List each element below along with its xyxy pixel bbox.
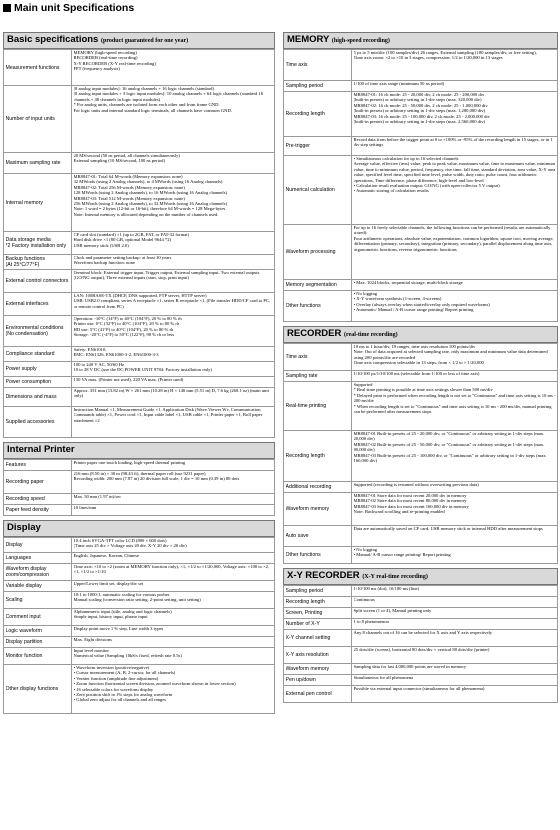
section-header-x-y-recorder bbox=[283, 568, 558, 585]
spec-value-text: 10:1 to 1000:1, automatic scaling for various probes Manual scaling (conversion ratio setting, 2-point setting, unit setting) bbox=[73, 592, 201, 603]
spec-label-text: Logic waveform bbox=[5, 628, 42, 634]
spec-label-text: Recording speed bbox=[5, 496, 45, 502]
spec-label bbox=[4, 388, 72, 407]
spec-label-text: Sampling rate bbox=[285, 373, 318, 379]
spec-label bbox=[284, 597, 352, 608]
spec-label bbox=[284, 647, 352, 664]
spec-value-text: 20 MS/second (50 ns period, all channels simultaneously) External sampling (10 MS/second, 100 ns period) bbox=[73, 153, 180, 164]
table-row bbox=[4, 494, 275, 505]
spec-value bbox=[352, 608, 558, 619]
spec-label-text: Recording length bbox=[285, 111, 325, 117]
spec-label bbox=[284, 225, 352, 280]
spec-value-text: 1/100 of time axis range (minimum 50 ns period) bbox=[353, 81, 445, 86]
table-row bbox=[284, 344, 558, 371]
table-row bbox=[284, 547, 558, 564]
spec-value-text: • No logging • Manual/ A-B cursor range printing/ Report printing bbox=[353, 547, 451, 558]
spec-label bbox=[4, 471, 72, 494]
table-row bbox=[4, 471, 275, 494]
spec-label-text: Recording paper bbox=[5, 479, 44, 485]
table-row bbox=[4, 174, 275, 232]
spec-value bbox=[72, 609, 275, 626]
spec-label-text: Time axis bbox=[285, 354, 308, 360]
table-row bbox=[4, 592, 275, 609]
spec-value bbox=[72, 505, 275, 516]
spec-label-text: Display bbox=[5, 542, 23, 548]
table-row bbox=[284, 137, 558, 156]
table-row bbox=[284, 371, 558, 382]
spec-value-text: MR8847-01: 16 ch mode: 25 - 20,000 div, 2 ch mode: 25 - 200,000 div (built-in presets) or arbitrary setting in 1-div steps (max. 320,000 div) MR8847-02: 16 ch mode: 25 - 50,000 div, 2 ch mode: 25 - 1,000,000 div (built-in presets) or arbitrary setting in 1-div steps (max. 1,280,000 div) MR8847-03: 16 ch mode: 25 - 100,000 div, 2 ch mode: 25 - 2,000,000 div (built-in presets) or arbitrary setting in 1-div steps (max. 2,560,000 div) bbox=[353, 92, 490, 125]
spec-value-text: Time axis: ×10 to ×2 (zoom at MEMORY function only), ×1, ×1/2 to ×1/20,000, Voltage axis: ×100 to ×2, ×1, ×1/2 to ×1/10 bbox=[73, 564, 270, 575]
spec-label-text: Waveform memory bbox=[285, 666, 330, 672]
spec-value bbox=[72, 460, 275, 471]
spec-label bbox=[4, 460, 72, 471]
spec-value-text: 5 µs to 5 min/div (100 samples/div) 26 ranges, External sampling (100 samples/div, or free setting), Time axis zoom: ×2 to ×10 in 3 stages, compression: 1/2 to 1/20,000 in 13 stages bbox=[353, 50, 537, 61]
spec-label-text: Screen, Printing bbox=[285, 610, 323, 616]
section-subtitle: (product guaranteed for one year) bbox=[101, 38, 189, 44]
spec-value bbox=[352, 156, 558, 225]
spec-value bbox=[352, 686, 558, 703]
spec-value-text: [8 analog input modules]: 16 analog channels + 16 logic channels (standard) [8 analog input modules + 3 logic input modules]: 10 analog channels + 64 logic channels (standard 16 channels + 48 channels in logic input modules) * For analog units, channels are isolated form each other and from frame GND. For logic units and internal standard logic terminals, all channels have common GND. bbox=[73, 86, 264, 113]
spec-label-text: Numerical calculation bbox=[285, 187, 335, 193]
spec-label-text: Variable display bbox=[5, 583, 42, 589]
spec-value bbox=[352, 586, 558, 597]
section-title: MEMORY bbox=[287, 34, 330, 45]
spec-value bbox=[72, 564, 275, 581]
spec-label bbox=[4, 564, 72, 581]
spec-value bbox=[352, 382, 558, 431]
table-row bbox=[284, 647, 558, 664]
spec-value bbox=[352, 225, 558, 280]
spec-value bbox=[352, 50, 558, 81]
spec-label-text: Power supply bbox=[5, 366, 37, 372]
spec-value bbox=[72, 538, 275, 553]
spec-value bbox=[72, 316, 275, 347]
spec-value-text: For up to 16 freely selectable channels, the following functions can be performed (results are automatically stored): Four arithmetic operations, absolute value, exponentiation, common logarithm, square root, moving average, differentiation (primary, secondary), integration (primary, secondary), parallel displacement along time axis, trigonometric functions, reverse trigonometric functions bbox=[353, 225, 554, 252]
spec-label-text: Scaling bbox=[5, 597, 23, 603]
spec-value-text: Supported (recording is resumed without overwriting previous data) bbox=[353, 482, 479, 487]
table-row bbox=[4, 388, 275, 407]
spec-label bbox=[284, 50, 352, 81]
spec-label-text: Sampling period bbox=[285, 83, 323, 89]
table-row bbox=[4, 270, 275, 293]
spec-value-text: Sampling data for last 4,000,000 points are stored in memory bbox=[353, 664, 467, 669]
section-header-display bbox=[3, 520, 275, 537]
spec-label-text: External pen control bbox=[285, 691, 332, 697]
spec-value-text: CF card slot (standard) ×1 (up to 2GB, FAT, or FAT-32 format) Hard disk drive ×1 (80 GB, optional Model 9644 *2) USB memory stick (USB 2.0) bbox=[73, 232, 190, 248]
spec-label-text: Display partition bbox=[5, 639, 43, 645]
spec-label bbox=[4, 316, 72, 347]
table-row bbox=[284, 586, 558, 597]
section-header-recorder bbox=[283, 326, 558, 343]
spec-value-text: Input level monitor Numerical value (Sampling 10kS/s fixed, refresh rate 0.5s) bbox=[73, 648, 182, 659]
spec-value-text: 10.4 inch SVGA-TFT color LCD (800 × 600 dots) (Time axis 25 div × Voltage axis 20 div, X-Y 20 div × 20 div) bbox=[73, 538, 187, 549]
spec-value bbox=[72, 232, 275, 255]
spec-label bbox=[4, 86, 72, 153]
spec-value bbox=[352, 493, 558, 526]
spec-label bbox=[284, 547, 352, 564]
spec-value-text: Supported * Real-time printing is possible at time axis settings slower than 500 ms/div * Delayed print is performed when recording length is not set to "Continuous" and time axis setting is 10 ms - 200 ms/div * When recording length is set to "Continuous" and time axis setting is 10 ms - 200 ms/div, manual printing can be performed after measurement stops bbox=[353, 382, 556, 415]
spec-value-text: MR8847-01 Store data for most recent 20,000 div in memory MR8847-02 Store data for most recent 80,000 div in memory MR8847-03 Store data for most recent 160,000 div in memory Note: Backward scrolling and re-printing enabled bbox=[353, 493, 469, 515]
spec-label-text: Pre-trigger bbox=[285, 143, 311, 149]
spec-label-text: Monitor function bbox=[5, 653, 43, 659]
spec-label bbox=[284, 81, 352, 92]
spec-value-text: Clock and parameter setting backup: at least 10 years Waveform backup function: none bbox=[73, 255, 172, 266]
spec-value-text: Any 8 channels out of 16 can be selected for X axis and Y axis respectively bbox=[353, 630, 493, 635]
spec-value bbox=[352, 344, 558, 371]
spec-label bbox=[284, 686, 352, 703]
spec-value bbox=[72, 388, 275, 407]
table-row bbox=[4, 407, 275, 438]
spec-label bbox=[284, 664, 352, 675]
spec-label-text: Number of X-Y bbox=[285, 621, 320, 627]
table-row bbox=[4, 460, 275, 471]
spec-value-text: MR8847-01 Built-in presets of 25 - 20,000 div, or "Continuous" or arbitrary setting in 1-div steps (max. 20,000 div) MR8847-02 Built-in presets of 25 - 50,000 div, or "Continuous" or arbitrary setting in 1-div steps (max. 80,000 div) MR8847-03 Built-in presets of 25 - 100,000 div, or "Continuous" or arbitrary setting in 1-div steps (max. 160,000 div) bbox=[353, 431, 547, 464]
section-title: X-Y RECORDER bbox=[287, 570, 360, 581]
table-row bbox=[4, 637, 275, 648]
table-row bbox=[284, 493, 558, 526]
section-subtitle: (high-speed recording) bbox=[331, 38, 390, 44]
spec-value-text: LAN: 100BASE-TX (DHCP, DNS supported, FTP server, HTTP server) USB: USB2.0 compliant, series A receptacle ×1, series B receptacle ×1, (File transfer HDD/CF card to PC, or remote control from PC) bbox=[73, 293, 271, 309]
table-row bbox=[284, 597, 558, 608]
spec-label bbox=[284, 630, 352, 647]
table-row bbox=[284, 156, 558, 225]
table-row bbox=[4, 538, 275, 553]
spec-label-text: Languages bbox=[5, 555, 32, 561]
spec-label bbox=[4, 153, 72, 174]
spec-value bbox=[72, 637, 275, 648]
spec-value bbox=[352, 137, 558, 156]
spec-value bbox=[352, 526, 558, 547]
table-row bbox=[4, 293, 275, 316]
spec-label bbox=[4, 553, 72, 564]
table-row bbox=[4, 347, 275, 362]
spec-label-text: Recording length bbox=[285, 453, 325, 459]
section-title: Internal Printer bbox=[7, 444, 75, 455]
spec-value bbox=[72, 648, 275, 665]
table-row bbox=[4, 609, 275, 626]
section-title: Display bbox=[7, 522, 41, 533]
section-header-basic-specifications bbox=[3, 32, 275, 49]
spec-label-text: Internal memory bbox=[5, 199, 43, 206]
spec-label bbox=[4, 362, 72, 377]
spec-value bbox=[72, 362, 275, 377]
table-row bbox=[4, 505, 275, 516]
spec-value bbox=[72, 50, 275, 86]
spec-label-text: Data storage media *2 Factory installation only bbox=[5, 237, 67, 249]
spec-label-text: Real-time printing bbox=[285, 403, 327, 409]
spec-value-text: Continuous bbox=[353, 597, 375, 602]
spec-label-text: Number of input units bbox=[5, 116, 55, 122]
table-row bbox=[4, 553, 275, 564]
spec-label-text: Other functions bbox=[285, 303, 321, 309]
table-row bbox=[284, 526, 558, 547]
spec-label bbox=[284, 137, 352, 156]
spec-value-text: Approx. 351 mm (13.82 in) W × 261 mm (10.28 in) H × 140 mm (5.51 in) D, 7.6 kg (268.1 oz) (main unit only) bbox=[73, 388, 269, 399]
table-row bbox=[4, 316, 275, 347]
table-row bbox=[284, 431, 558, 482]
spec-value bbox=[72, 665, 275, 714]
spec-label-text: Memory segmentation bbox=[285, 282, 337, 288]
spec-label bbox=[284, 608, 352, 619]
spec-table-memory bbox=[283, 49, 558, 322]
section-header-internal-printer bbox=[3, 442, 275, 459]
spec-label bbox=[284, 675, 352, 686]
spec-value bbox=[352, 619, 558, 630]
table-row bbox=[284, 630, 558, 647]
spec-label bbox=[4, 592, 72, 609]
spec-label bbox=[4, 407, 72, 438]
spec-value-text: 100 to 240 V AC, 50/60 Hz 10 to 28 V DC (use the DC POWER UNIT 9784: Factory installation only) bbox=[73, 362, 212, 373]
spec-value bbox=[352, 291, 558, 322]
page-title-text: Main unit Specifications bbox=[14, 2, 135, 14]
spec-value bbox=[72, 407, 275, 438]
spec-label bbox=[284, 156, 352, 225]
spec-label-text: Measurement functions bbox=[5, 64, 60, 71]
spec-value-text: • Simultaneous calculation for up to 16 selected channels Average value, effective (rms) value, peak to peak value, maximum value, time to maximum value, minimum value, time to minimum value, period, frequency, rise time, fall time, standard deviation, area value, X-Y area value, specified level time, specified time level, pulse width, duty ratio, pulse count, four arithmetic operations, Time difference, phase difference, high-level and low-level • Calculation result evaluation output: GO/NG (with open-collector 5 V output) • Automatic storing of calculation results bbox=[353, 156, 556, 194]
spec-label-text: Waveform processing bbox=[285, 249, 336, 255]
spec-value-text: Printer paper one-touch loading, high-speed thermal printing bbox=[73, 460, 186, 465]
spec-value-text: Upper/Lower limit set, display/div set bbox=[73, 581, 144, 586]
spec-label-text: X-Y axis resolution bbox=[285, 652, 329, 658]
spec-value-text: MR8847-01: Total 64 M-words (Memory expansion: none) 32 MWords (using 2 Analog channels), to 4 MWords (using 16 Analog channels) MR8847-02: Total 256 M-words (Memory expansion: none) 128 MWords (using 2 Analog channels), to 16 MWords (using 16 Analog channels) MR8847-03: Total 512 M-words (Memory expansion: none) 256 MWords (using 2 Analog channels), to 32 MWords (using 16 Analog channels) Note: 1 word = 2 bytes (12-bit or 16-bit), therefore 64 M-words = 128 Mega-bytes Note: Internal memory is allocated depending on the number of channels used. bbox=[73, 174, 228, 217]
spec-value bbox=[72, 377, 275, 388]
spec-value bbox=[72, 471, 275, 494]
spec-label bbox=[284, 280, 352, 291]
table-row bbox=[4, 255, 275, 270]
table-row bbox=[284, 291, 558, 322]
spec-label bbox=[4, 377, 72, 388]
table-row bbox=[4, 153, 275, 174]
table-row bbox=[284, 81, 558, 92]
spec-label-text: Sampling period bbox=[285, 588, 323, 594]
spec-value bbox=[72, 174, 275, 232]
spec-label-text: Pen up/down bbox=[285, 677, 316, 683]
spec-value bbox=[72, 581, 275, 592]
spec-label bbox=[4, 494, 72, 505]
spec-table-x-y-recorder bbox=[283, 585, 558, 703]
spec-label bbox=[4, 581, 72, 592]
spec-value-text: Operation: -10°C (14°F) to 40°C (104°F), 20 % to 80 % rh Printer use: 0°C (32°F) to 40°C (104°F), 20 % to 80 % rh HD use: 5°C (41°F) to 40°C (104°F), 20 % to 80 % rh Storage: -20°C (-4°F) to 50°C (122°F), 90 % rh or less bbox=[73, 316, 182, 338]
table-row bbox=[4, 648, 275, 665]
spec-value bbox=[72, 494, 275, 505]
spec-value-text: Record data from before the trigger point at 0 to +100% or -95% of the recording length in 15 stages, or in 1 div step settings bbox=[353, 137, 553, 148]
table-row bbox=[284, 686, 558, 703]
spec-label bbox=[4, 50, 72, 86]
spec-label-text: Waveform memory bbox=[285, 506, 330, 512]
spec-value bbox=[352, 81, 558, 92]
table-row bbox=[284, 50, 558, 81]
spec-value bbox=[352, 92, 558, 137]
table-row bbox=[4, 86, 275, 153]
section-subtitle: (X-Y real-time recording) bbox=[362, 574, 428, 580]
spec-value bbox=[72, 86, 275, 153]
spec-value-text: 10 ms to 1 hour/div, 19 ranges, time axis resolution 100 points/div Note: Out of data acquired at selected sampling rate, only maximum and minimum value data determined using 200 points/div are recorded Time axis compression selectable in 13 steps, from × 1/2 to × 1/20,000 bbox=[353, 344, 548, 366]
spec-label bbox=[4, 270, 72, 293]
table-row bbox=[284, 675, 558, 686]
spec-label-text: Comment input bbox=[5, 614, 41, 620]
spec-label-text: Auto save bbox=[285, 533, 309, 539]
spec-label bbox=[284, 92, 352, 137]
spec-value bbox=[352, 482, 558, 493]
spec-label bbox=[4, 637, 72, 648]
table-row bbox=[4, 581, 275, 592]
spec-value-text: • Waveform inversion (positive/negative) • Cursor measurement (A, B, 2-cursor, for all channels) • Vernier function (amplitude fine adjustment) • Zoom function (horizontal screen division, zoomed waveform shown in lower section) • 16 selectable colors for waveform display • Zero position shift in 1% steps for analog waveform • Global zero adjust for all channels and all ranges bbox=[73, 665, 236, 703]
table-row bbox=[4, 377, 275, 388]
table-row bbox=[4, 665, 275, 714]
spec-label-text: Supplied accessories bbox=[5, 419, 55, 425]
spec-value-text: Alphanumeric input (title, analog and logic channels) Simple input, history input, phrase input bbox=[73, 609, 172, 620]
spec-value bbox=[72, 592, 275, 609]
table-row bbox=[284, 482, 558, 493]
section-title: RECORDER bbox=[287, 328, 342, 339]
spec-label bbox=[4, 293, 72, 316]
spec-label bbox=[284, 382, 352, 431]
spec-value-text: Display point move 1 % step, Line width 3 types bbox=[73, 626, 164, 631]
spec-value-text: 1/10/100 µs/1/10/100 ms (selectable from 1/100 or less of time axis) bbox=[353, 371, 480, 376]
spec-label bbox=[284, 586, 352, 597]
table-row bbox=[4, 564, 275, 581]
spec-value bbox=[352, 675, 558, 686]
table-row bbox=[4, 362, 275, 377]
table-row bbox=[284, 225, 558, 280]
square-bullet-icon bbox=[3, 4, 11, 12]
spec-label-text: Other display functions bbox=[5, 686, 59, 692]
spec-label bbox=[4, 648, 72, 665]
spec-label-text: Power consumption bbox=[5, 379, 52, 385]
spec-table-recorder bbox=[283, 343, 558, 564]
spec-label-text: Additional recording bbox=[285, 484, 332, 490]
spec-label-text: Other functions bbox=[285, 552, 321, 558]
spec-value-text: Simultaneous for all phenomena bbox=[353, 675, 414, 680]
spec-label bbox=[4, 255, 72, 270]
spec-label bbox=[4, 665, 72, 714]
spec-table-internal-printer bbox=[3, 459, 275, 516]
spec-value bbox=[72, 255, 275, 270]
spec-label bbox=[284, 371, 352, 382]
spec-label-text: Recording length bbox=[285, 599, 325, 605]
spec-label bbox=[4, 174, 72, 232]
table-row bbox=[284, 280, 558, 291]
spec-value-text: Terminal block: External trigger input, Trigger output, External sampling input, Two external outputs (GO/NG output), Three external inputs (start, stop, print input) bbox=[73, 270, 260, 281]
spec-value bbox=[352, 371, 558, 382]
spec-label-text: X-Y channel setting bbox=[285, 635, 331, 641]
spec-value-text: MEMORY (high-speed recording) RECORDER (real-time recording) X-Y RECORDER (X-Y real-time recording) FFT (frequency analysis) bbox=[73, 50, 156, 72]
spec-value-text: 216 mm (8.50 in) × 30 m (98.43 ft), thermal paper roll (use 9231 paper) Recording width: 200 mm (7.87 in) 20 division full scale, 1 div = 10 mm (0.39 in) 80 dots bbox=[73, 471, 240, 482]
table-row bbox=[284, 382, 558, 431]
spec-label bbox=[4, 232, 72, 255]
spec-value bbox=[352, 431, 558, 482]
spec-value-text: Max. 50 mm (1.97 in)/sec bbox=[73, 494, 122, 499]
spec-label bbox=[284, 482, 352, 493]
spec-label bbox=[4, 609, 72, 626]
spec-value bbox=[72, 270, 275, 293]
spec-label bbox=[4, 538, 72, 553]
spec-value-text: Instruction Manual ×1, Measurement Guide ×1, Application Disk (Wave Viewer Wv, Communication Commands table) ×1, Power cord ×1, Input cable label ×1, USB cable ×1, Printer paper ×1, Roll paper attachment ×2 bbox=[73, 407, 263, 423]
table-row bbox=[284, 92, 558, 137]
table-row bbox=[4, 232, 275, 255]
spec-value-text: 10 lines/mm bbox=[73, 505, 97, 510]
spec-value-text: • Max. 1024 blocks, sequential storage, multi-block storage bbox=[353, 280, 463, 285]
spec-label-text: Features bbox=[5, 462, 26, 468]
spec-value bbox=[352, 597, 558, 608]
spec-label-text: Environmental conditions (No condensation) bbox=[5, 325, 64, 337]
spec-value-text: Possible via external input connector (simultaneous for all phenomena) bbox=[353, 686, 485, 691]
spec-value-text: 130 VA max. (Printer not used), 220 VA max. (Printer used) bbox=[73, 377, 184, 382]
spec-value bbox=[72, 153, 275, 174]
section-title: Basic specifications bbox=[7, 34, 99, 45]
spec-label bbox=[284, 526, 352, 547]
spec-label-text: Compliance standard bbox=[5, 351, 55, 357]
section-header-memory bbox=[283, 32, 558, 49]
spec-label bbox=[4, 505, 72, 516]
spec-label-text: External interfaces bbox=[5, 301, 49, 307]
right-column bbox=[283, 30, 558, 703]
spec-label bbox=[284, 619, 352, 630]
spec-value-text: 25 dots/div (screen), horizontal 80 dots/div × vertical 80 dots/div (printer) bbox=[353, 647, 490, 652]
page-title bbox=[3, 2, 134, 14]
spec-value-text: Data are automatically saved on CF card, USB memory stick or internal HDD after measurement stops bbox=[353, 526, 543, 531]
spec-value bbox=[72, 553, 275, 564]
spec-label bbox=[284, 493, 352, 526]
table-row bbox=[284, 619, 558, 630]
spec-label-text: External control connectors bbox=[5, 278, 69, 284]
spec-value-text: Split screen (1 or 4), Manual printing only bbox=[353, 608, 432, 613]
spec-value-text: English, Japanese, Korean, Chinese bbox=[73, 553, 140, 558]
table-row bbox=[4, 50, 275, 86]
spec-label bbox=[284, 344, 352, 371]
spec-value-text: 1 to 8 phenomenon bbox=[353, 619, 389, 624]
left-column bbox=[3, 30, 275, 714]
spec-label bbox=[284, 291, 352, 322]
spec-label-text: Paper feed density bbox=[5, 507, 49, 513]
spec-value-text: Safety: EN61010, EMC: EN61326, EN61000-3-2, EN61000-3-3 bbox=[73, 347, 159, 358]
spec-value bbox=[352, 664, 558, 675]
spec-label-text: Backup functions (At 25°C/77°F) bbox=[5, 256, 46, 268]
table-row bbox=[4, 626, 275, 637]
spec-label bbox=[4, 626, 72, 637]
spec-value-text: • No logging • X-Y waveform synthesis (1-screen, 4-screens) • Overlay (always overlay when started/overlay only required waveforms) • Automatic/ Manual / A-B cursor range printing/ Report printing bbox=[353, 291, 490, 313]
spec-value bbox=[352, 547, 558, 564]
spec-table-display bbox=[3, 537, 275, 714]
spec-label-text: Time axis bbox=[285, 62, 308, 68]
spec-value bbox=[352, 630, 558, 647]
spec-label-text: Waveform display zoom/compression bbox=[5, 566, 50, 578]
spec-label-text: Dimensions and mass bbox=[5, 394, 57, 400]
spec-value bbox=[352, 280, 558, 291]
table-row bbox=[284, 664, 558, 675]
spec-label-text: Maximum sampling rate bbox=[5, 160, 61, 166]
spec-value bbox=[352, 647, 558, 664]
spec-value bbox=[72, 347, 275, 362]
section-subtitle: (real-time recording) bbox=[344, 332, 398, 338]
spec-value-text: Max. Eight divisions bbox=[73, 637, 112, 642]
spec-value bbox=[72, 293, 275, 316]
spec-value-text: 1/10/100 ms (dot), 10/100 ms (line) bbox=[353, 586, 420, 591]
spec-label bbox=[284, 431, 352, 482]
spec-value bbox=[72, 626, 275, 637]
table-row bbox=[284, 608, 558, 619]
spec-label bbox=[4, 347, 72, 362]
spec-table-basic-specifications bbox=[3, 49, 275, 438]
